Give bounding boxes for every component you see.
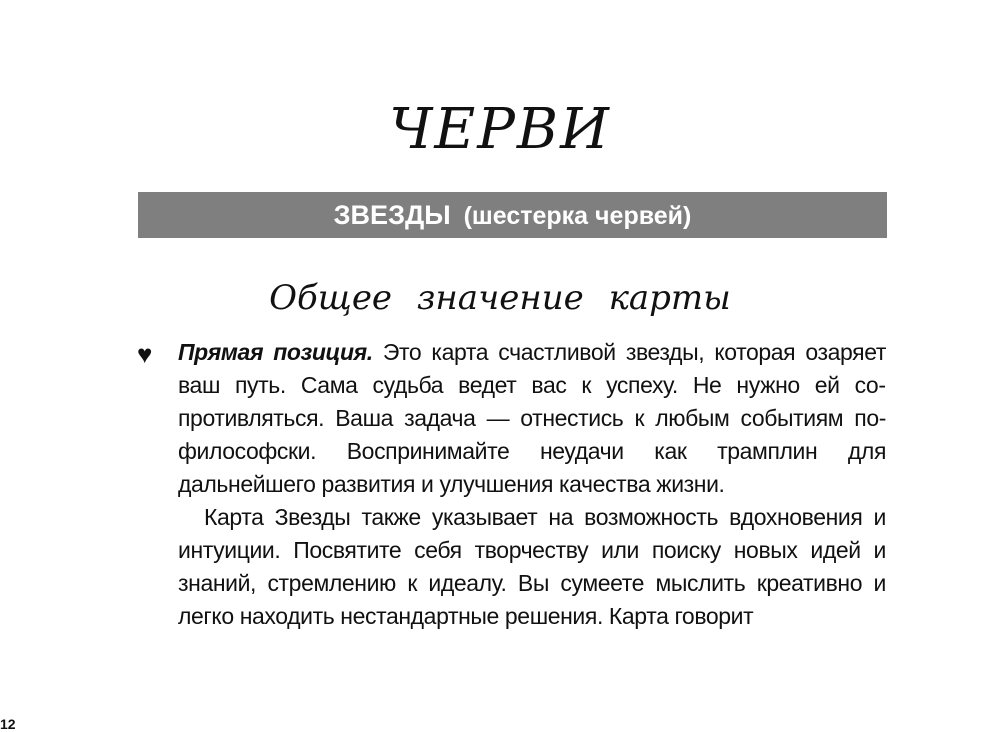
heart-icon: ♥ [137,339,153,369]
paragraph-star-card: Карта Звезды также указывает на возможность вдохновения и интуиции. Посвятите себя творчеству или поиску новых идей и знаний, стремлению к идеалу. Вы сумеете мыслить креативно и легко находить нестандартные решения. Карта говорит [178,504,886,629]
subheading: Общее значение карты [269,278,731,318]
page-title: ЧЕРВИ [389,97,611,162]
paragraph-direct-position [178,336,886,501]
page-number: 12 [0,716,16,732]
section-subtitle: (шестерка червей) [463,202,692,230]
section-banner [138,192,887,238]
paragraph-lead: Прямая позиция. [178,339,373,365]
body-text [178,336,886,633]
section-title: ЗВЕЗДЫ [333,200,451,230]
paragraph-text: Это карта счастливой звезды, которая озаряет ваш путь. Сама судьба ведет вас к успеху. Не нужно ей сопротивляться. Ваша задача — отнестись к любым событиям по-философски. Воспринимайте неудачи как трамплин для дальнейшего развития и улучшения качества жизни. [178,339,886,497]
